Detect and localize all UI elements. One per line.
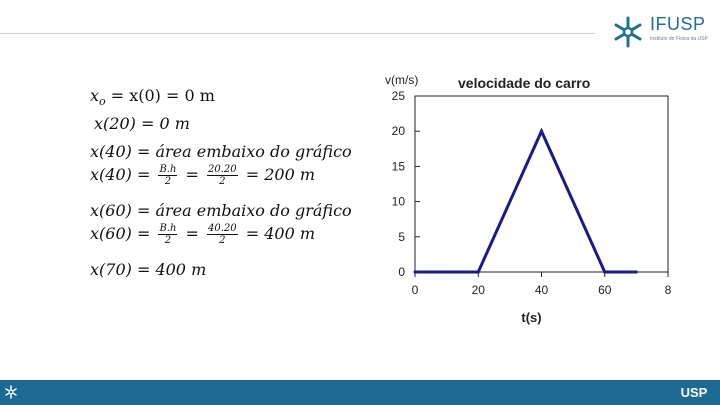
y-tick-label: 25 [391,89,405,103]
velocity-chart [370,70,690,330]
chart-title: velocidade do carro [458,75,591,91]
data-point [477,271,480,274]
x-tick-label: 60 [598,283,612,297]
y-axis-label: v(m/s) [385,73,419,87]
plot-area [415,96,668,272]
ifusp-small-icon [4,385,18,399]
brand-name: IFUSP [650,14,706,34]
header-divider [0,33,595,34]
fraction: $\frac{B.h}{2}$ [159,223,177,246]
equation-x60-area: x(60) = área embaixo do gráfico [90,201,352,220]
equation-x60-value: x(60) = $\frac{B.h}{2}$ = $\frac{40.20}{2}$ = 400 m [90,223,316,246]
x-tick-label: 20 [471,283,485,297]
data-point [540,130,543,133]
footer-bar [0,380,720,405]
equation-x40-area: x(40) = área embaixo do gráfico [90,142,352,161]
x-tick-label: 40 [534,283,549,297]
brand-subtitle: Instituto de Física da USP [650,36,708,42]
fraction: $\frac{B.h}{2}$ [159,164,177,187]
y-tick-label: 0 [398,265,405,279]
fraction: $\frac{40.20}{2}$ [208,223,237,246]
equation-x40-value: x(40) = $\frac{B.h}{2}$ = $\frac{20.20}{2}$ = 200 m [90,164,316,187]
y-tick-label: 5 [398,229,405,244]
usp-logo [676,384,712,400]
data-point [635,271,638,274]
y-tick-label: 10 [391,194,405,209]
x-tick-label: 0 [411,283,419,297]
data-point [414,271,417,274]
x-axis-label: t(s) [521,310,542,325]
equation-x0: $x_o = x(0) = 0$ m [90,86,215,109]
y-tick-label: 20 [391,124,405,139]
usp-logo-text: USP [680,385,708,400]
equation-x70: x(70) = 400 m [90,260,207,279]
y-tick-label: 15 [391,159,405,174]
fraction: $\frac{20.20}{2}$ [208,164,237,187]
equation-x20: x(20) = 0 m [94,114,190,133]
data-point [603,271,606,274]
x-tick-label: 8 [664,283,672,297]
